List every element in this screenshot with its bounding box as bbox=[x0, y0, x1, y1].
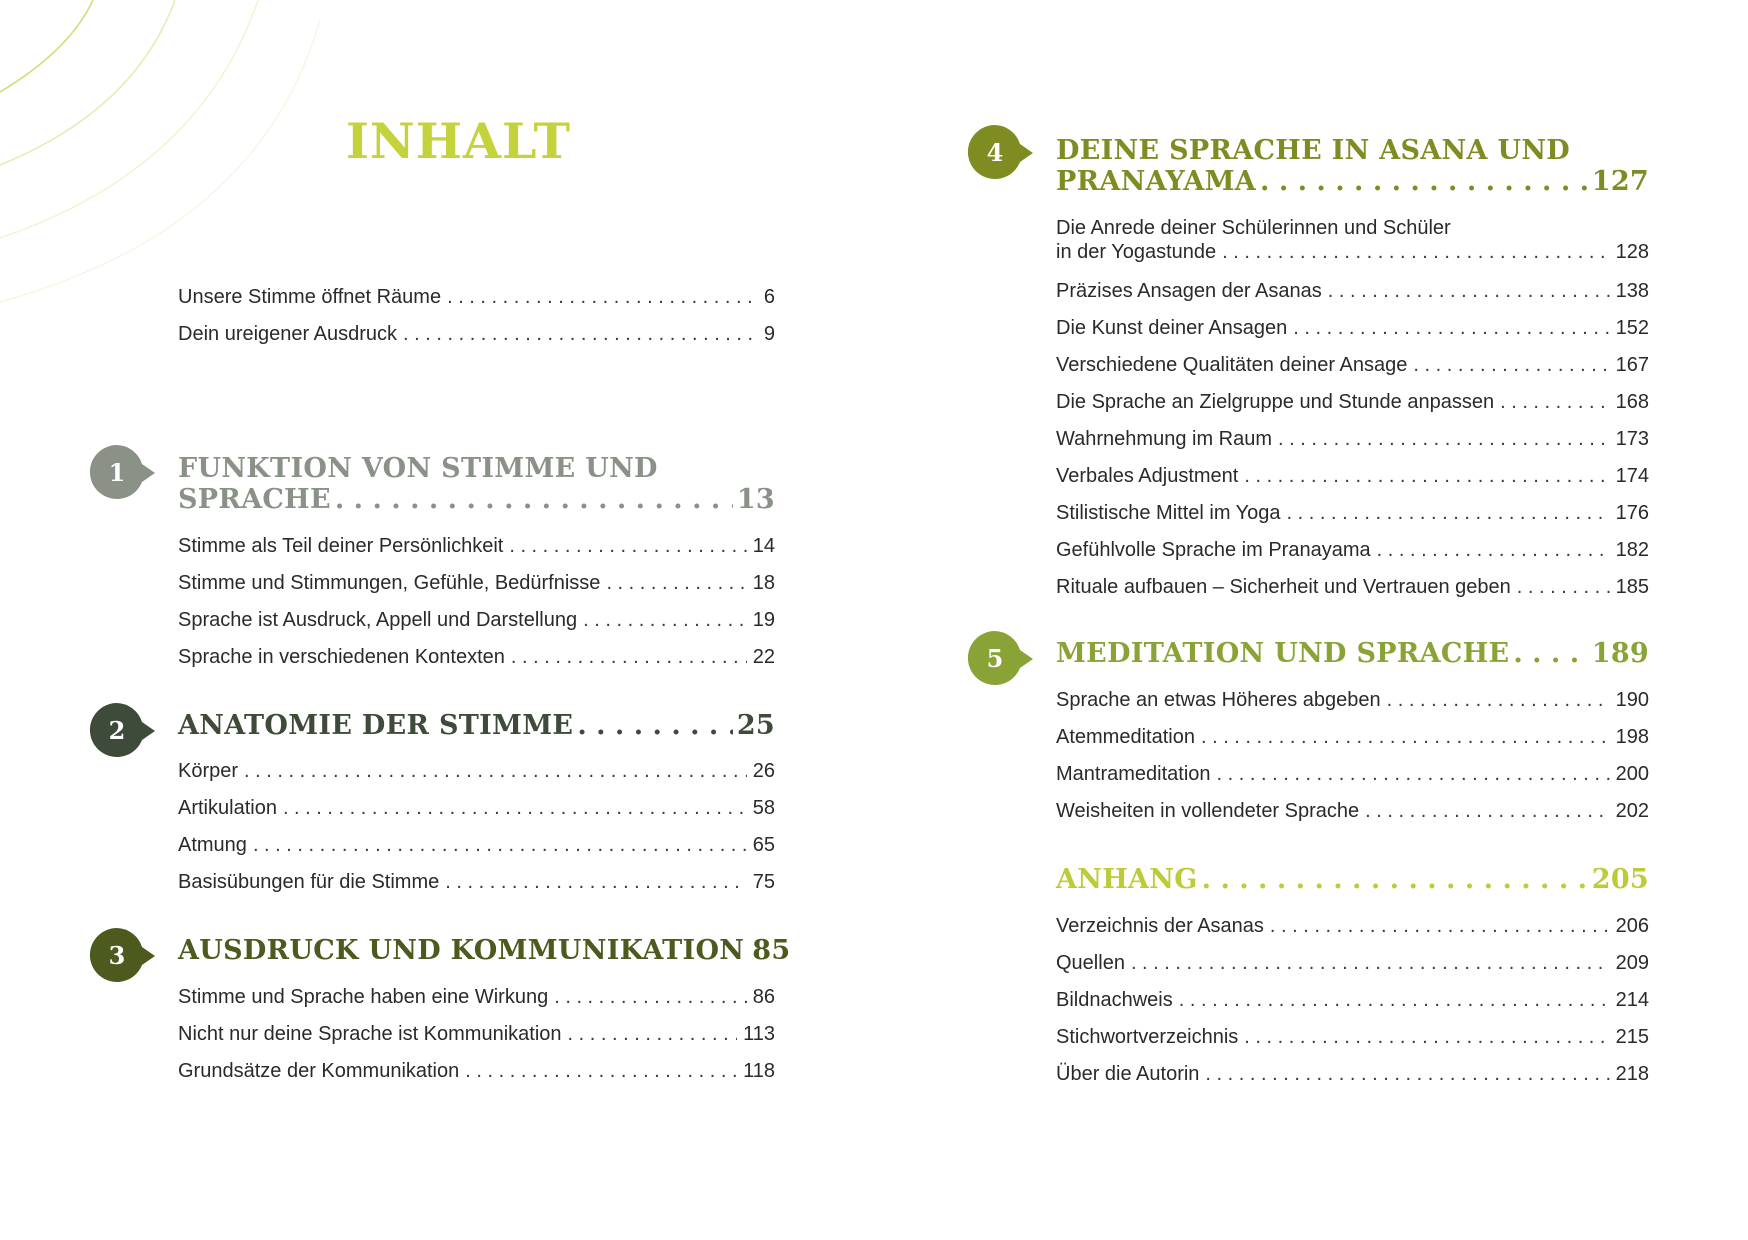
toc-entry[interactable] bbox=[1056, 951, 1649, 975]
toc-entry[interactable] bbox=[178, 571, 775, 595]
chapter-title-line1: MEDITATION UND SPRACHE bbox=[1056, 638, 1510, 669]
entry-page: 190 bbox=[1615, 689, 1649, 711]
entry-page: 173 bbox=[1615, 428, 1649, 450]
entry-label: Stimme und Stimmungen, Gefühle, Bedürfnisse bbox=[178, 572, 601, 594]
entry-label: Wahrnehmung im Raum bbox=[1056, 428, 1273, 450]
entry-page: 215 bbox=[1615, 1026, 1649, 1048]
entry-page: 22 bbox=[752, 646, 775, 668]
entry-page: 128 bbox=[1615, 241, 1649, 263]
chapter-1-heading[interactable] bbox=[178, 453, 775, 515]
toc-entry[interactable] bbox=[1056, 538, 1649, 562]
entry-label: Mantrameditation bbox=[1056, 763, 1211, 785]
dot-leader bbox=[1202, 864, 1588, 895]
entry-page: 174 bbox=[1615, 465, 1649, 487]
entry-page: 176 bbox=[1615, 502, 1649, 524]
entry-label: Weisheiten in vollendeter Sprache bbox=[1056, 800, 1360, 822]
entry-page: 138 bbox=[1615, 280, 1649, 302]
entry-page: 113 bbox=[743, 1023, 775, 1045]
entry-page: 206 bbox=[1615, 915, 1649, 937]
entry-page: 9 bbox=[763, 323, 775, 345]
chapter-2-heading[interactable] bbox=[178, 710, 775, 741]
chapter-2-badge bbox=[89, 702, 157, 758]
entry-label: Die Kunst deiner Ansagen bbox=[1056, 317, 1288, 339]
dot-leader bbox=[554, 985, 747, 1009]
entry-label: Grundsätze der Kommunikation bbox=[178, 1060, 460, 1082]
entry-label: Sprache an etwas Höheres abgeben bbox=[1056, 689, 1381, 711]
dot-leader bbox=[1205, 1062, 1609, 1086]
toc-entry[interactable] bbox=[178, 1022, 775, 1046]
dot-leader bbox=[1287, 501, 1610, 525]
chapter-page: 13 bbox=[736, 484, 775, 515]
chapter-number: 5 bbox=[986, 643, 1004, 673]
appendix-heading[interactable] bbox=[1056, 864, 1649, 895]
dot-leader bbox=[1387, 688, 1610, 712]
dot-leader bbox=[511, 645, 747, 669]
chapter-4-heading[interactable] bbox=[1056, 135, 1649, 197]
toc-entry[interactable] bbox=[1056, 1062, 1649, 1086]
entry-label: Über die Autorin bbox=[1056, 1063, 1200, 1085]
dot-leader bbox=[606, 571, 746, 595]
chapter-title-line1: AUSDRUCK UND KOMMUNIKATION bbox=[178, 935, 745, 966]
toc-entry[interactable] bbox=[1056, 279, 1649, 303]
chapter-1-badge bbox=[89, 444, 157, 500]
chapter-title-line1: DEINE SPRACHE IN ASANA UND bbox=[1056, 135, 1571, 166]
chapter-page: 85 bbox=[752, 935, 791, 966]
toc-entry[interactable] bbox=[1056, 316, 1649, 340]
entry-page: 75 bbox=[752, 871, 775, 893]
toc-entry[interactable] bbox=[1056, 1025, 1649, 1049]
chapter-page: 127 bbox=[1591, 166, 1649, 197]
entry-label: Bildnachweis bbox=[1056, 989, 1173, 1011]
entry-page: 26 bbox=[752, 760, 775, 782]
dot-leader bbox=[1365, 799, 1609, 823]
entry-page: 214 bbox=[1615, 989, 1649, 1011]
entry-label: Verbales Adjustment bbox=[1056, 465, 1239, 487]
chapter-4-badge bbox=[967, 124, 1035, 180]
entry-label: Dein ureigener Ausdruck bbox=[178, 323, 398, 345]
dot-leader bbox=[1244, 1025, 1609, 1049]
entry-page: 167 bbox=[1615, 354, 1649, 376]
dot-leader bbox=[1377, 538, 1610, 562]
entry-label: Rituale aufbauen – Sicherheit und Vertrauen geben bbox=[1056, 576, 1511, 598]
entry-page: 209 bbox=[1615, 952, 1649, 974]
dot-leader bbox=[1244, 464, 1609, 488]
toc-entry[interactable] bbox=[1056, 988, 1649, 1012]
entry-label: Basisübungen für die Stimme bbox=[178, 871, 440, 893]
entry-label-line1: Die Anrede deiner Schülerinnen und Schüler bbox=[1056, 217, 1451, 239]
dot-leader bbox=[253, 833, 747, 857]
entry-page: 65 bbox=[752, 834, 775, 856]
toc-entry[interactable] bbox=[1056, 762, 1649, 786]
appendix-page: 205 bbox=[1591, 864, 1649, 895]
dot-leader bbox=[1517, 575, 1610, 599]
toc-entry[interactable] bbox=[178, 322, 775, 346]
entry-page: 58 bbox=[752, 797, 775, 819]
toc-entry[interactable] bbox=[1056, 216, 1649, 264]
dot-leader bbox=[583, 608, 747, 632]
dot-leader bbox=[445, 870, 747, 894]
dot-leader bbox=[1217, 762, 1610, 786]
chapter-title-line1: ANATOMIE DER STIMME bbox=[178, 710, 574, 741]
toc-entry[interactable] bbox=[178, 833, 775, 857]
entry-label: Unsere Stimme öffnet Räume bbox=[178, 286, 442, 308]
dot-leader bbox=[447, 285, 758, 309]
entry-page: 6 bbox=[763, 286, 775, 308]
dot-leader bbox=[1328, 279, 1610, 303]
entry-label: Nicht nur deine Sprache ist Kommunikation bbox=[178, 1023, 562, 1045]
toc-entry[interactable] bbox=[178, 1059, 775, 1083]
entry-page: 19 bbox=[752, 609, 775, 631]
entry-label: Stilistische Mittel im Yoga bbox=[1056, 502, 1281, 524]
dot-leader bbox=[283, 796, 747, 820]
dot-leader bbox=[1270, 914, 1610, 938]
entry-page: 200 bbox=[1615, 763, 1649, 785]
chapter-page: 189 bbox=[1591, 638, 1649, 669]
dot-leader bbox=[568, 1022, 738, 1046]
entry-label: Quellen bbox=[1056, 952, 1125, 974]
toc-entry[interactable] bbox=[1056, 390, 1649, 414]
dot-leader bbox=[465, 1059, 737, 1083]
chapter-number: 1 bbox=[108, 457, 126, 487]
dot-leader bbox=[1500, 390, 1610, 414]
dot-leader bbox=[1278, 427, 1610, 451]
chapter-title-line2: PRANAYAMA bbox=[1056, 166, 1257, 197]
dot-leader bbox=[1413, 353, 1609, 377]
entry-page: 198 bbox=[1615, 726, 1649, 748]
entry-label: Sprache in verschiedenen Kontexten bbox=[178, 646, 505, 668]
page-title: INHALT bbox=[346, 112, 571, 170]
toc-entry[interactable] bbox=[1056, 501, 1649, 525]
dot-leader bbox=[577, 710, 732, 741]
entry-label: Sprache ist Ausdruck, Appell und Darstellung bbox=[178, 609, 578, 631]
dot-leader bbox=[1201, 725, 1610, 749]
appendix-title: ANHANG bbox=[1056, 864, 1198, 895]
entry-label: Gefühlvolle Sprache im Pranayama bbox=[1056, 539, 1371, 561]
dot-leader bbox=[335, 484, 733, 515]
entry-page: 168 bbox=[1615, 391, 1649, 413]
entry-page: 182 bbox=[1615, 539, 1649, 561]
chapter-number: 3 bbox=[108, 940, 126, 970]
entry-label: Artikulation bbox=[178, 797, 277, 819]
dot-leader bbox=[509, 534, 746, 558]
dot-leader bbox=[1131, 951, 1610, 975]
dot-leader bbox=[1179, 988, 1610, 1012]
toc-entry[interactable] bbox=[178, 645, 775, 669]
entry-page: 185 bbox=[1615, 576, 1649, 598]
entry-page: 202 bbox=[1615, 800, 1649, 822]
entry-label: Präzises Ansagen der Asanas bbox=[1056, 280, 1322, 302]
dot-leader bbox=[1260, 166, 1588, 197]
entry-label: Stimme als Teil deiner Persönlichkeit bbox=[178, 535, 504, 557]
entry-label: Atemmeditation bbox=[1056, 726, 1195, 748]
entry-page: 218 bbox=[1615, 1063, 1649, 1085]
toc-entry[interactable] bbox=[178, 534, 775, 558]
toc-entry[interactable] bbox=[1056, 799, 1649, 823]
toc-entry[interactable] bbox=[1056, 914, 1649, 938]
entry-page: 118 bbox=[743, 1060, 775, 1082]
entry-label: Verschiedene Qualitäten deiner Ansage bbox=[1056, 354, 1408, 376]
entry-label: Stimme und Sprache haben eine Wirkung bbox=[178, 986, 549, 1008]
toc-entry[interactable] bbox=[1056, 427, 1649, 451]
chapter-5-heading[interactable] bbox=[1056, 638, 1649, 669]
toc-entry[interactable] bbox=[1056, 725, 1649, 749]
entry-label: in der Yogastunde bbox=[1056, 241, 1217, 263]
entry-label: Verzeichnis der Asanas bbox=[1056, 915, 1264, 937]
entry-page: 152 bbox=[1615, 317, 1649, 339]
dot-leader bbox=[244, 759, 747, 783]
entry-label: Körper bbox=[178, 760, 239, 782]
toc-entry[interactable] bbox=[178, 759, 775, 783]
toc-entry[interactable] bbox=[1056, 353, 1649, 377]
toc-entry[interactable] bbox=[178, 870, 775, 894]
chapter-page: 25 bbox=[736, 710, 775, 741]
chapter-number: 2 bbox=[108, 715, 126, 745]
entry-page: 14 bbox=[752, 535, 775, 557]
dot-leader bbox=[1222, 240, 1609, 264]
entry-label: Stichwortverzeichnis bbox=[1056, 1026, 1239, 1048]
toc-entry[interactable] bbox=[178, 608, 775, 632]
dot-leader bbox=[1513, 638, 1587, 669]
toc-entry[interactable] bbox=[1056, 575, 1649, 599]
entry-label: Atmung bbox=[178, 834, 247, 856]
entry-label: Die Sprache an Zielgruppe und Stunde anpassen bbox=[1056, 391, 1495, 413]
chapter-5-badge bbox=[967, 630, 1035, 686]
chapter-title-line1: FUNKTION VON STIMME UND bbox=[178, 453, 658, 484]
chapter-title-line2: SPRACHE bbox=[178, 484, 331, 515]
toc-entry[interactable] bbox=[178, 285, 775, 309]
toc-entry[interactable] bbox=[178, 796, 775, 820]
chapter-3-heading[interactable] bbox=[178, 935, 791, 966]
chapter-3-badge bbox=[89, 927, 157, 983]
decorative-arcs bbox=[0, 0, 320, 320]
dot-leader bbox=[403, 322, 758, 346]
entry-page: 86 bbox=[752, 986, 775, 1008]
toc-entry[interactable] bbox=[1056, 688, 1649, 712]
toc-entry[interactable] bbox=[178, 985, 775, 1009]
entry-page: 18 bbox=[752, 572, 775, 594]
chapter-number: 4 bbox=[986, 137, 1004, 167]
dot-leader bbox=[1293, 316, 1609, 340]
toc-entry[interactable] bbox=[1056, 464, 1649, 488]
